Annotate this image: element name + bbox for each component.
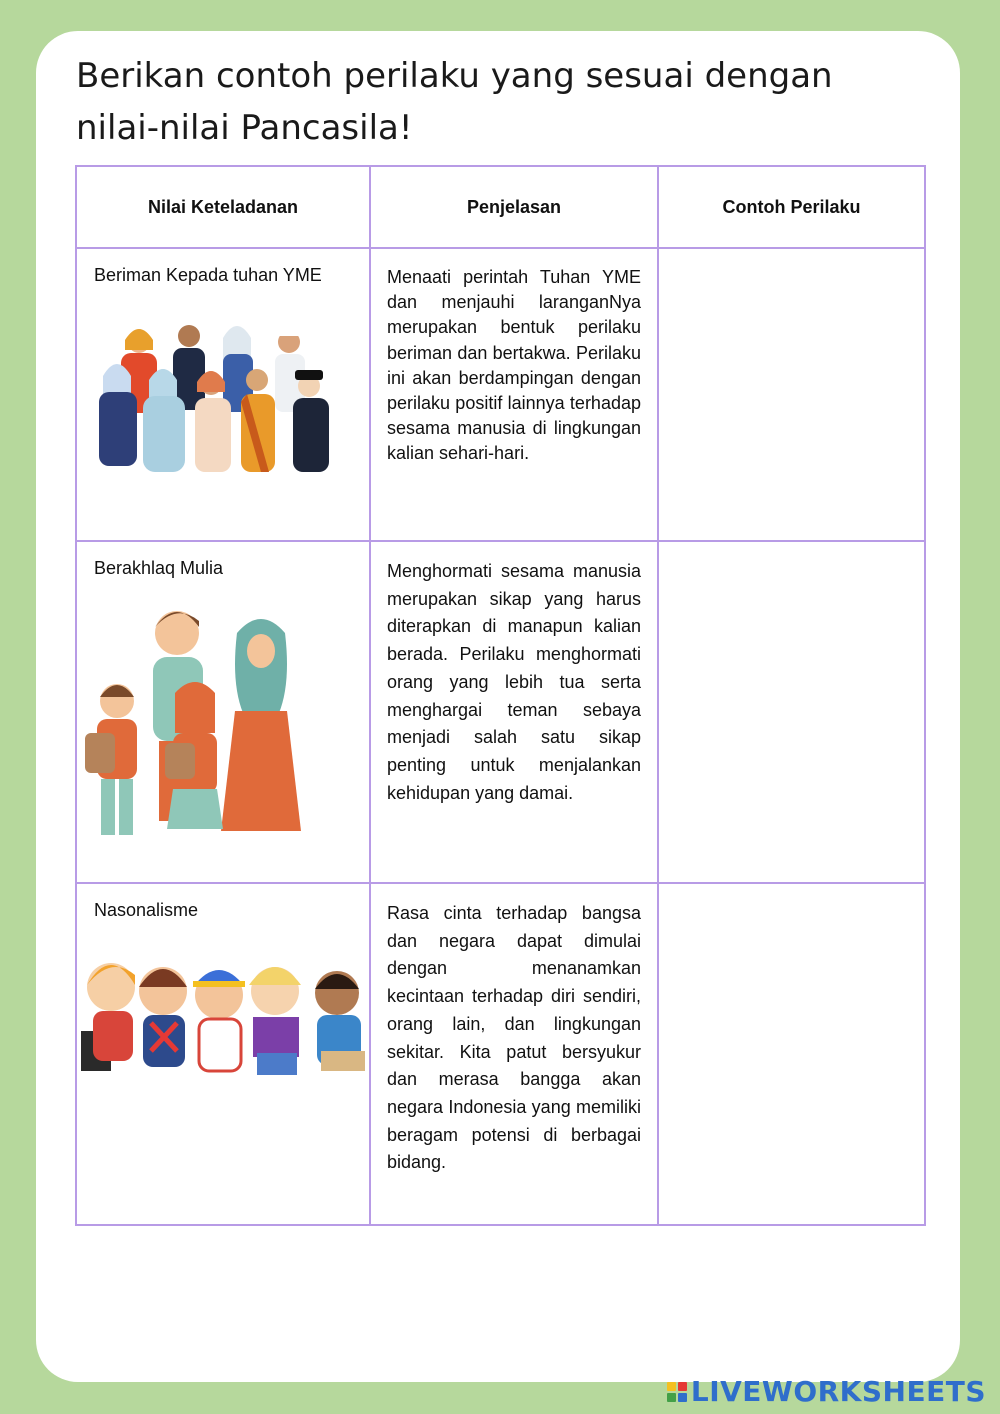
nilai-cell <box>76 541 370 883</box>
religious-people-illustration <box>77 300 367 480</box>
nilai-label: Nasonalisme <box>94 900 199 920</box>
header-contoh: Contoh Perilaku <box>658 166 925 248</box>
penjelasan-text: Menaati perintah Tuhan YME dan menjauhi laranganNya merupakan bentuk perilaku beriman dan bertakwa. Perilaku ini akan berdampingan dengan perilaku positif lainnya terhadap sesama manusia di lingkungan kalian sehari-hari. <box>387 267 641 464</box>
contoh-cell[interactable] <box>658 248 925 541</box>
penjelasan-text: Rasa cinta terhadap bangsa dan negara dapat dimulai dengan menanamkan kecintaan terhadap diri sendiri, orang lain, dan lingkungan sekitar. Kita patut bersyukur dan merasa bangga akan negara Indonesia yang memiliki beragam potensi di berbagai bidang. <box>387 903 641 1173</box>
family-greeting-illustration <box>77 593 367 863</box>
contoh-cell[interactable] <box>658 883 925 1225</box>
liveworksheets-logo <box>667 1375 986 1408</box>
header-penjelasan: Penjelasan <box>370 166 658 248</box>
table-row <box>76 248 925 541</box>
nilai-label: Beriman Kepada tuhan YME <box>94 265 322 285</box>
liveworksheets-logo-icon <box>667 1382 687 1402</box>
penjelasan-cell <box>370 541 658 883</box>
table-row <box>76 883 925 1225</box>
nilai-cell <box>76 883 370 1225</box>
penjelasan-cell <box>370 248 658 541</box>
penjelasan-text: Menghormati sesama manusia merupakan sikap yang harus diterapkan di manapun kalian berada. Perilaku menghormati orang yang lebih tua serta menghargai teman sebaya menjadi salah satu sikap penting untuk menjalankan kehidupan yang damai. <box>387 561 641 803</box>
nilai-label: Berakhlaq Mulia <box>94 558 224 578</box>
brand-text: LIVEWORKSHEETS <box>690 1375 986 1408</box>
penjelasan-cell <box>370 883 658 1225</box>
children-group-illustration <box>81 935 371 1095</box>
table-row <box>76 541 925 883</box>
header-nilai: Nilai Keteladanan <box>76 166 370 248</box>
nilai-cell <box>76 248 370 541</box>
contoh-cell[interactable] <box>658 541 925 883</box>
values-table <box>75 165 926 1226</box>
page-title: Berikan contoh perilaku yang sesuai dengan nilai-nilai Pancasila! <box>76 56 833 148</box>
table-header-row <box>76 166 925 248</box>
